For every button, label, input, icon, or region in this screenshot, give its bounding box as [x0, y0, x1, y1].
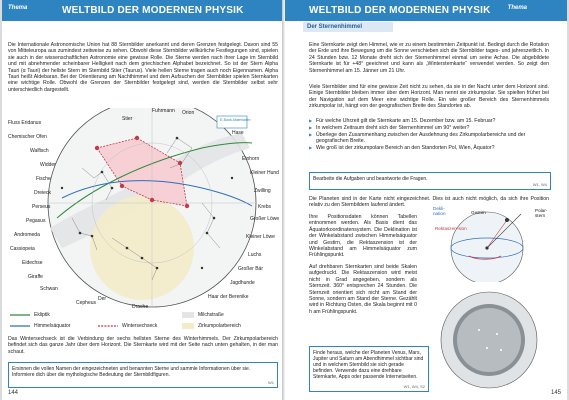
constellation-label: Haar der Berenike — [208, 294, 249, 300]
constellation-label: Giraffe — [28, 274, 43, 280]
legend-wintersechseck: Wintersechseck — [122, 323, 158, 329]
legend-zirkumpolar: Zirkumpolarbereich — [198, 323, 241, 329]
planeten-paragraph: Die Planeten sind in der Karte nicht eingezeichnet. Dies ist auch nicht möglich, da sich ihre Position relativ zu den Sternbildern laufend ändert. — [309, 196, 549, 209]
constellation-label: Kleiner Hund — [250, 170, 279, 176]
diagram-label-gestirn: Gestirn — [471, 210, 486, 215]
page-number: 145 — [550, 390, 561, 396]
task-code: W1, W4 — [532, 182, 547, 187]
intro-paragraph: Die Internationale Astronomische Union hat 88 Sternbilder anerkannt und deren Grenzen festgelegt. Davon sind 55 von Mitteleuropa aus zumindest zeitweise zu sehen. Obwohl diese Sternbilder willkürliche Festlegungen sind, spielen sie auch in der wissenschaftlichen Astronomie eine gewisse Rolle. Die Sterne werden nach ihrer Lage im Sternbild und mit abnehmender scheinbarer Helligkeit nach dem griechischen Alphabet bezeichnet. So ist der Stern Alpha Tauri (α Tauri) der hellste Stern im Sternbild Stier (Taurus). Viele hellen Sterne tragen auch noch Eigennamen. Alpha Tauri heißt Aldebaran. Bei der Orientierung am Nachthimmel und dem Aufsuchen der Sternbilder spielen Sternkarten eine wichtige Rolle. Obwohl die Grenzen der Sternbilder festgelegt sind, werden die Sternbilder selbst sehr unterschiedlich dargestellt. — [8, 42, 278, 93]
right-page — [285, 0, 567, 400]
planets-task-text: Finde heraus, welche der Planeten Venus, Mars, Jupiter und Saturn am Abendhimmel sichtbar sind und in welchem Sternbild sie sich gerade befinden. Verwende dazu eine drehbare Sternkarte, Apps oder passende Internetseiten. — [313, 350, 424, 380]
page-number: 144 — [8, 390, 19, 396]
constellation-label: Einhorn — [242, 156, 260, 162]
question-item: ▶ Für welche Uhrzeit gilt die Sternkarte am 15. Dezember bzw. am 15. Februar? — [309, 118, 549, 124]
constellation-label: Der — [98, 296, 107, 302]
section-subheading: Der Sternenhimmel — [303, 22, 393, 32]
constellation-label: Zwilling — [254, 188, 271, 194]
right-task-box — [309, 172, 551, 190]
constellation-label: Krebs — [258, 204, 272, 210]
legend-milchstrasse: Milchstraße — [198, 312, 224, 318]
wintersechseck-paragraph: Das Wintersechseck ist die Verbindung der sechs hellsten Sterne des Winterhimmels. Der Zirkumpolarbereich befindet sich das ganze Jahr über dem Horizont. Die Sternkarte wird mit der Seite nach unten gehalten, in der man schaut. — [8, 336, 278, 355]
right-header-bar — [285, 0, 567, 21]
constellation-label: Cepheus — [76, 300, 97, 306]
constellation-label: Stier — [122, 116, 133, 122]
constellation-label: Jagdhunde — [230, 280, 255, 286]
task-code: W1, W4, S2 — [403, 384, 425, 389]
constellation-label: Hase — [232, 130, 244, 136]
constellation-label: Schwan — [40, 286, 58, 292]
diagram-label-polarstern: Polar-stern — [535, 208, 548, 218]
question-item: ▶ In welchem Zeitraum dreht sich der Sternenhimmel um 90° weiter? — [309, 125, 549, 131]
thema-label: Thema — [8, 5, 28, 11]
left-header-bar — [2, 0, 284, 21]
constellation-label: Fische — [36, 176, 51, 182]
left-page — [2, 0, 284, 400]
page-title: WELTBILD DER MODERNEN PHYSIK — [62, 5, 244, 16]
star-map — [2, 108, 284, 334]
constellation-label: Drache — [132, 304, 149, 310]
diagram-label-deklination: Dekli-nation — [433, 206, 446, 216]
sternzeit-paragraph: Auf drehbaren Sternkarten sind beide Skalen aufgedruckt. Die Rektaszension wird meist nicht in Grad angegeben, sondern als Sternzeit. 360° entsprechen 24 Stunden. Die Sternzeit orientiert sich nicht am Stand der Sonne, sondern am Stand der Sterne. Gezählt wird in Richtung Osten, die Skala beginnt mit 0 h am Frühlingspunkt. — [309, 264, 417, 315]
constellation-label: Luchs — [248, 252, 262, 258]
constellation-label: Fuhrmann — [152, 108, 175, 114]
sternkarte-paragraph: Eine Sternkarte zeigt den Himmel, wie er zu einem bestimmten Zeitpunkt ist. Bedingt durch die Rotation der Erde und ihre Bewegung um die Sonne verschieben sich die Sternbilder tages- und jahreszeitlich. In 24 Stunden bzw. 12 Monate dreht sich der Sternenhimmel einmal um seine Achse. Die abgebildete Sternkarte ist für +48° geeichnet und kann als „Winterstemkarte“ verwendet werden. So zeigt den Sternenhimmel am 15. Jänner um 21 Uhr. — [309, 42, 549, 74]
question-item: ▶ Wie groß ist der zirkumpolare Bereich an den Standorten Pol, Wien, Äquator? — [309, 145, 549, 151]
planets-task-box — [309, 346, 429, 392]
zirkumpolar-paragraph: Viele Sternbilder sind für eine gewisse Zeit nicht zu sehen, da sie in der Nacht unter dem Horizont sind. Einige Sternbilder bleiben immer über dem Horizont. Man nennt sie zirkumpolar. Sie spielten früher bei der Navigation auf dem Meer eine wichtige Rolle. Ein wie großer Bereich des Sternenhimmels zirkumpolar ist, hängt von der geografischen Breite des Standortes ab. — [309, 84, 549, 110]
task-code: W1 — [268, 380, 274, 385]
constellation-label: Großer Bär — [238, 266, 264, 272]
constellation-label: Eidechse — [22, 260, 43, 266]
constellation-label: Cassiopeia — [10, 246, 35, 252]
legend-himmelsaequator: Himmelsäquator — [34, 323, 71, 329]
page-title: WELTBILD DER MODERNEN PHYSIK — [309, 5, 491, 16]
legend-ekliptik: Ekliptik — [34, 312, 50, 318]
rotating-star-chart — [431, 290, 551, 390]
constellation-label: Dreieck — [34, 190, 51, 196]
constellation-label: Pegasus — [26, 218, 46, 224]
constellation-label: Widder — [40, 162, 56, 168]
question-item: ▶ Überlege den Zusammenhang zwischen der Ausdehnung des Zirkumpolarbereichs und der geografischen Breite. — [309, 132, 549, 145]
constellation-label: Andromeda — [14, 232, 40, 238]
constellation-label: Chemischer Ofen — [8, 134, 47, 140]
left-task-text: Ersinnen die vollen Namen der eingezeichneten und benannten Sterne und sammle Informationen über sie. Informiere dich über die mythologische Bedeutung der Sternbildfiguren. — [12, 366, 251, 378]
constellation-label: Perseus — [32, 204, 51, 210]
constellation-label: Großer Löwe — [250, 216, 280, 222]
constellation-label: Kleiner Löwe — [246, 234, 275, 240]
thema-label: Thema — [507, 5, 527, 11]
right-task-text: Bearbeite die Aufgaben und beantworte die Fragen. — [313, 176, 428, 182]
constellation-label: Walfisch — [30, 148, 49, 154]
constellation-label: Fluss Eridanus — [8, 120, 42, 126]
constellation-label: Orion — [182, 110, 195, 116]
koordinaten-paragraph: Ihre Positionsdaten können Tabellen entnommen werden. Als Basis dient das Äquatorkoordinatensystem. Die Deklination ist der Winkelabstand zwischen Himmelsäquator und Gestirn, die Rektaszension ist der Winkelabstand am Himmelsäquator zum Frühlingspunkt. — [309, 214, 417, 259]
question-list — [309, 118, 549, 152]
left-task-box — [8, 362, 278, 388]
diagram-label-rektaszension: Rektaszen-sion — [435, 226, 467, 231]
ebook-badge[interactable]: E-Book-Materialien — [220, 118, 251, 122]
